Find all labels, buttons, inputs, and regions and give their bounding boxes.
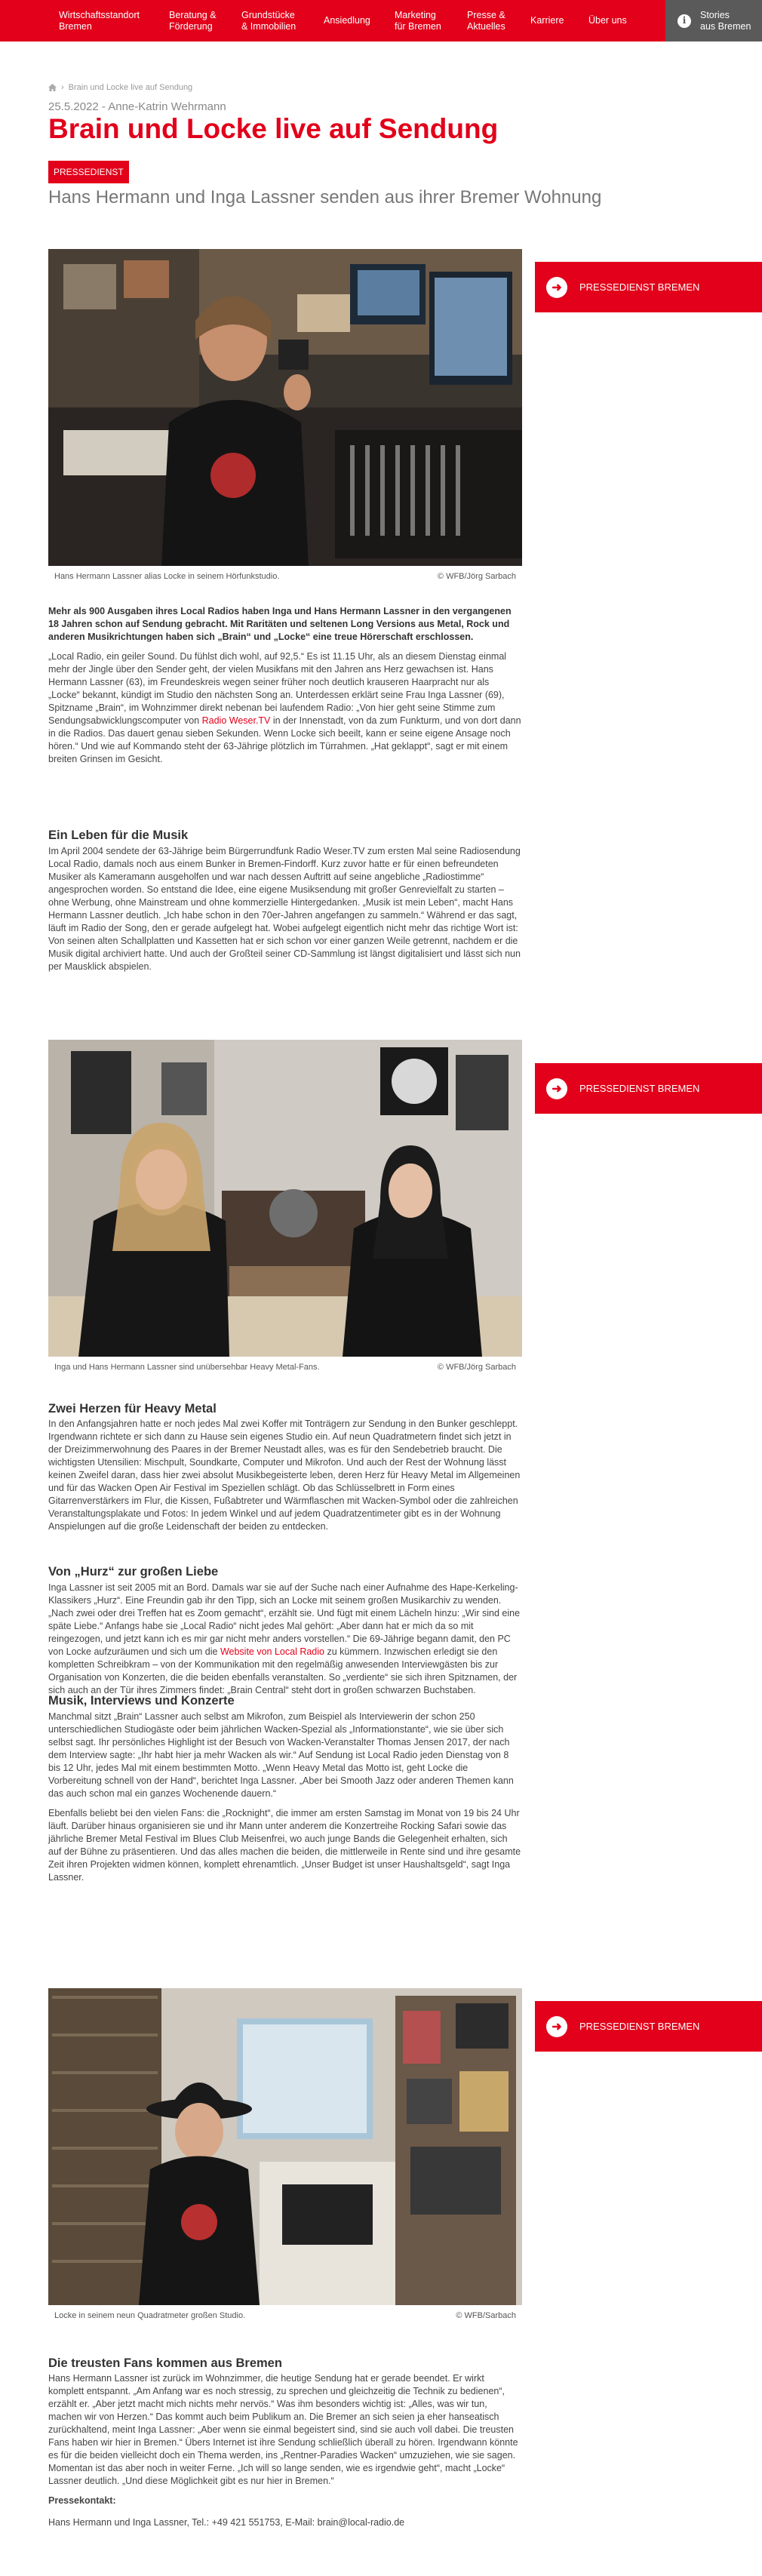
article-paragraph: Manchmal sitzt „Brain“ Lassner auch selbst am Mikrofon, zum Beispiel als Interviewerin der schon 250 unterschiedlichen Studiogäste oder beim jährlichen Wacken-Spezial als „Informationstante“, wie sie über sich selbst sagt. Ihr persönliches Highlight ist der Besuch von Wacken-Veranstalter Thomas Jensen 2017, der nach dem Interview sagte: „Ihr habt hier ja mehr Wacken als wir.“ Auf Sendung ist Local Radio jeden Dienstag von 8 bis 12 Uhr, jedes Mal mit einem bestimmten Motto. „Wenn Heavy Metal das Motto ist, geht Locke die Vorbereitung schnell von der Hand“, berichtet Inga Lassner. „Aber bei Smooth Jazz oder anderen Themen kann das auch schon mal ein ganzes Wochenende dauern.“ [48, 1711, 514, 1799]
article-paragraph: In den Anfangsjahren hatte er noch jedes Mal zwei Koffer mit Tonträgern zur Sendung in den Bunker geschleppt. Irgendwann richtete er sich dann zu Hause sein eigenes Studio ein. Auf neun Quadratmetern findet sich jetzt in der Dreizimmerwohnung des Paares in der Bremer Neustadt alles, was es für den Sendebetrieb braucht. Die wichtigsten Utensilien: Mischpult, Soundkarte, Computer und Mikrofon. Und auch der Rest der Wohnung lässt keinen Zweifel daran, dass hier zwei absolut Musikbegeisterte leben, deren Herz für Heavy Metal im Allgemeinen und für das Wacken Open Air Festival im Speziellen schlägt. Ob das Schlüsselbrett in Form eines Gitarrenverstärkers im Flur, die Kissen, Fußabtreter und Wärmflaschen mit Wacken-Symbol oder die zahlreichen Veranstaltungsplakate und Fotos: In jedem Winkel und auf jedem Quadratzentimeter gibt es in der Wohnung Anspielungen auf die große Leidenschaft der beiden zu entdecken. [48, 1419, 521, 1532]
section-heading: Die treusten Fans kommen aus Bremen [48, 2356, 282, 2370]
section-heading: Ein Leben für die Musik [48, 828, 189, 842]
couple-photo [48, 1040, 522, 1357]
arrow-right-icon: ➜ [546, 277, 567, 298]
stories-label: Stories aus Bremen [700, 9, 751, 32]
paragraph-text: „Local Radio, ein geiler Sound. Du fühlst dich wohl, auf 92,5.“ Es ist 11.15 Uhr, als an diesem Dienstag einmal mehr der Jingle über den Sender geht, der vielen Musikfans mit den Jahren ans Herz gewachsen ist. Hans Hermann Lassner (63), im Freundeskreis wegen seiner früher noch deutlich krauseren Haarpracht nur als „Locke“ bekannt, kündigt im Studio den nächsten Song an. Unterdessen erklärt seine Frau Inga Lassner (69), Spitzname „Brain“, im Wohnzimmer direkt nebenan bei laufendem Radio: „Von hier geht seine Stimme zum Sendungsabwicklungscomputer von [48, 651, 507, 726]
caption-credit: © WFB/Jörg Sarbach [437, 572, 516, 581]
pressedienst-bremen-button[interactable] [535, 2001, 762, 2052]
nav-item-wirtschaftsstandort[interactable]: Wirtschaftsstandort Bremen [59, 9, 140, 32]
local-radio-website-link[interactable]: Website von Local Radio [220, 1646, 324, 1657]
nav-item-ueber-uns[interactable]: Über uns [588, 15, 627, 26]
page-title: Brain und Locke live auf Sendung [48, 113, 499, 144]
studio-photo [48, 249, 522, 566]
article-lead: Mehr als 900 Ausgaben ihres Local Radios haben Inga und Hans Hermann Lassner in den vergangenen 18 Jahren schon auf Sendung gebracht. Mit Raritäten und seltenen Long Versions aus Metal, Rock und anderen Musikrichtungen haben sich „Brain“ und „Locke“ eine treue Hörerschaft erschlossen. [48, 606, 512, 642]
date-author: 25.5.2022 - Anne-Katrin Wehrmann [48, 100, 226, 113]
section-body [48, 1711, 522, 1891]
page-subtitle: Hans Hermann und Inga Lassner senden aus ihrer Bremer Wohnung [48, 187, 602, 207]
nav-item-beratung[interactable]: Beratung & Förderung [169, 9, 217, 32]
caption-credit: © WFB/Sarbach [456, 2311, 516, 2320]
locke-studio-photo [48, 1988, 522, 2305]
caption-text: Locke in seinem neun Quadratmeter großen Studio. [54, 2311, 246, 2320]
article-paragraph: Hans Hermann Lassner ist zurück im Wohnzimmer, die heutige Sendung hat er gerade beendet. Er wirkt komplett entspannt. „Am Anfang war es noch stressig, zu sprechen und gleichzeitig die Technik zu bedienen“, erzählt er. „Aber jetzt macht mich nichts mehr nervös.“ Was ihm besonders wichtig ist: „Alles, was wir tun, machen wir von Herzen.“ Das kommt auch beim Publikum an. Die Bremer an sich seien ja eher hanseatisch zurückhaltend, meint Inga Lassner: „Aber wenn sie einmal begeistert sind, sind sie auch voll dabei. Die treusten Fans haben wir hier in Bremen.“ Übers Internet ist ihre Sendung schließlich überall zu hören. Irgendwann könnte es für die beiden vielleicht doch ein Thema werden, ins „Rentner-Paradies Wacken“ umzuziehen, wie sie sagen. Momentan ist das aber noch in weiter Ferne. „Ich will so lange senden, wie es irgendwie geht“, macht „Locke“ Lassner deutlich. „Und diese Möglichkeit gibt es nur hier in Bremen.“ [48, 2373, 518, 2486]
section-heading: Musik, Interviews und Konzerte [48, 1694, 235, 1708]
breadcrumb-separator-icon: › [61, 83, 64, 92]
section-body [48, 2372, 522, 2536]
nav-item-marketing[interactable]: Marketing für Bremen [395, 9, 441, 32]
button-label: PRESSEDIENST BREMEN [579, 1083, 700, 1094]
nav-item-ansiedlung[interactable]: Ansiedlung [324, 15, 370, 26]
section-heading: Zwei Herzen für Heavy Metal [48, 1402, 217, 1416]
press-contact-text: Hans Hermann und Inga Lassner, Tel.: +49 421 551753, E-Mail: brain@local-radio.de [48, 2517, 405, 2528]
article-paragraph: Ebenfalls beliebt bei den vielen Fans: die „Rocknight“, die immer am ersten Samstag im Monat von 19 bis 24 Uhr läuft. Darüber hinaus organisieren sie und ihr Mann unter anderem die Konzertreihe Rocking Safari sowie das jährliche Bremer Metal Festival im Blues Club Meisenfrei, wo auch junge Bands die Gelegenheit erhalten, sich auf der Bühne zu präsentieren. Und das alles machen die beiden, die mittlerweile in Rente sind und ihre gesamte Zeit ihren Projekten widmen können, komplett ehrenamtlich. „Unser Budget ist unser Haushaltsgeld“, sagt Inga Lassner. [48, 1808, 521, 1883]
image-caption [54, 572, 516, 581]
breadcrumb-current: Brain und Locke live auf Sendung [68, 83, 193, 92]
paragraph-text: in der Innenstadt, von da zum Funkturm, und von dort dann in die Radios. Das dauert genau sieben Sekunden. Wenn Locke sich beeilt, kann er seine eigene Ansage noch hören.“ Und wie auf Kommando steht der 63-Jährige plötzlich im Türrahmen. „Hat geklappt“, sagt er mit einem breiten Grinsen im Gesicht. [48, 715, 521, 764]
radio-weser-link[interactable]: Radio Weser.TV [201, 715, 271, 726]
info-icon: i [678, 14, 691, 28]
arrow-right-icon: ➜ [546, 2016, 567, 2037]
section-body [48, 1582, 522, 1704]
section-body [48, 1418, 522, 1540]
stories-button[interactable] [665, 0, 762, 41]
article-paragraph: Im April 2004 sendete der 63-Jährige beim Bürgerrundfunk Radio Weser.TV zum ersten Mal seine Radiosendung Local Radio, damals noch aus einem Bunker in Bremen-Findorff. Kurz zuvor hatte er für einen befreundeten Musiker als Kameramann ausgeholfen und war nach dessen Auftritt auf seine angebliche „Radiostimme“ angesprochen worden. So entstand die Idee, eine eigene Musiksendung mit großer Genrevielfalt zu starten – ohne Werbung, ohne Mainstream und ohne kommerzielle Hintergedanken. „Musik ist mein Leben“, macht Hans Hermann Lassner deutlich. „Ich habe schon in den 70er-Jahren angefangen zu sammeln.“ Während er das sagt, läuft im Radio der Song, den er gerade aufgelegt hat. Wobei aufgelegt eigentlich nicht mehr das richtige Wort ist: Von seinen alten Schallplatten und Kassetten hat er sich schon vor einer ganzen Weile getrennt, nachdem er die Musik digital archiviert hatte. Und auch der Großteil seiner CD-Sammlung ist längst digitalisiert und lässt sich nun per Mausklick abspielen. [48, 846, 521, 972]
nav-item-karriere[interactable]: Karriere [530, 15, 564, 26]
section-body [48, 845, 522, 980]
press-contact-label: Pressekontakt: [48, 2495, 116, 2506]
article-lead-block [48, 605, 522, 773]
article-paragraph [48, 650, 522, 766]
pressedienst-bremen-button[interactable] [535, 1063, 762, 1114]
pressedienst-bremen-button[interactable] [535, 262, 762, 312]
nav-item-presse[interactable]: Presse & Aktuelles [467, 9, 505, 32]
paragraph-text: Inga Lassner ist seit 2005 mit an Bord. Damals war sie auf der Suche nach einer Aufnahme des Hape-Kerkeling-Klassikers „Hurz“. Eine Freundin gab ihr den Tipp, sich an Locke mit seinem großen Musikarchiv zu wenden. „Nach zwei oder drei Treffen hat es Zoom gemacht“, erzählt sie. Und fügt mit einem Lächeln hinzu: „Wir sind eine späte Liebe.“ Anfangs habe sie „Local Radio“ nicht jedes Mal gehört: „Aber dann hat er mich da so mit reingezogen, und jetzt kann ich es mir gar nicht mehr anders vorstellen.“ Die 69-Jährige begann damit, den PC von Locke aufzuräumen und sich um die [48, 1582, 521, 1657]
nav-item-grundstuecke[interactable]: Grundstücke & Immobilien [241, 9, 297, 32]
button-label: PRESSEDIENST BREMEN [579, 2021, 700, 2032]
article-paragraph [48, 1582, 522, 1697]
caption-text: Inga und Hans Hermann Lassner sind unübersehbar Heavy Metal-Fans. [54, 1363, 320, 1372]
breadcrumb [48, 83, 192, 92]
caption-text: Hans Hermann Lassner alias Locke in seinem Hörfunkstudio. [54, 572, 280, 581]
paragraph-text: zu kümmern. Inzwischen erledigt sie den kompletten Schreibkram – von der Kommunikation mit den regelmäßig anwesenden Interviewgästen bis zur Organisation von Konzerten, die die beiden ebenfalls veranstalten. So „verdiente“ sie sich ihren Spitznamen, der sich auch an der Tür ihres Zimmers findet: „Brain Central“ steht dort in großen schwarzen Buchstaben. [48, 1646, 518, 1695]
category-badge[interactable]: PRESSEDIENST [48, 161, 129, 183]
button-label: PRESSEDIENST BREMEN [579, 281, 700, 293]
main-navigation [0, 0, 762, 41]
caption-credit: © WFB/Jörg Sarbach [437, 1363, 516, 1372]
image-caption [54, 2311, 516, 2320]
arrow-right-icon: ➜ [546, 1078, 567, 1099]
home-icon[interactable] [48, 84, 57, 91]
image-caption [54, 1363, 516, 1372]
section-heading: Von „Hurz“ zur großen Liebe [48, 1565, 219, 1578]
